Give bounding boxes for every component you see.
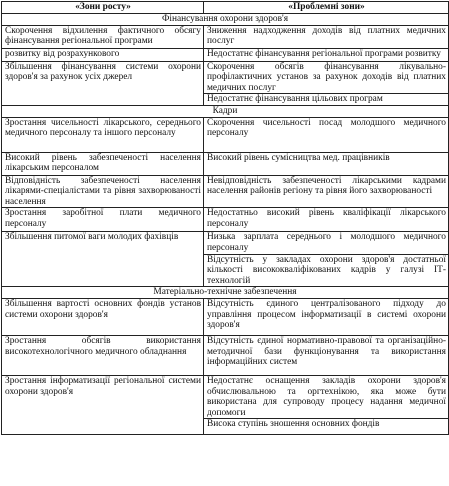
growth-zone-cell: Збільшення вартості основних фондів установ системи охорони здоров'я <box>2 298 204 335</box>
growth-zone-cell: Зростання обсягів використання високотехнологічного медичного обладнання <box>2 335 204 375</box>
growth-zone-cell: Високий рівень забезпеченості населення лікарським персоналом <box>2 152 204 175</box>
zones-table <box>1 1 449 435</box>
table-row <box>2 25 449 48</box>
section-title: Матеріально-технічне забезпечення <box>2 287 449 299</box>
growth-zone-cell: Відповідність забезпеченості населення лікарями-спеціалістами та рівня захворюваності населення <box>2 175 204 208</box>
section-row <box>2 287 449 299</box>
swot-table-document <box>1 1 448 485</box>
section-title: Фінансування охорони здоров'я <box>2 14 449 26</box>
section-row <box>2 105 449 117</box>
growth-zone-cell: Збільшення питомої ваги молодих фахівців <box>2 232 204 287</box>
problem-zone-cell <box>204 232 449 287</box>
table-row <box>2 298 449 335</box>
problem-zone-stack <box>207 376 446 430</box>
problem-zone-stack <box>207 62 446 105</box>
growth-zone-cell: Скорочення відхилення фактичного обсягу фінансування регіональної програми <box>2 25 204 48</box>
problem-zone-item: Низька зарплата середнього і молодшого медичного персоналу <box>207 232 446 253</box>
problem-zone-item: Недостатнє фінансування цільових програм <box>204 93 448 105</box>
growth-zone-cell: Зростання інформатизації регіональної системи охорони здоров'я <box>2 375 204 434</box>
problem-zone-cell <box>204 375 449 434</box>
table-row <box>2 335 449 375</box>
growth-zone-cell: розвитку від розрахункового <box>2 48 204 61</box>
growth-zones-header: «Зони росту» <box>2 2 204 14</box>
table-row <box>2 61 449 105</box>
problem-zone-cell: Недостатнє фінансування регіональної програми розвитку <box>204 48 449 61</box>
table-row <box>2 152 449 175</box>
problem-zone-item: Висока ступінь зношення основних фондів <box>204 418 448 430</box>
problem-zone-cell: Скорочення чисельності посад молодшого медичного персоналу <box>204 117 449 152</box>
problem-zone-item: Скорочення обсягів фінансування лікувально-профілактичних установ за рахунок доходів від платних медичних послуг <box>207 61 446 93</box>
table-row <box>2 232 449 287</box>
problem-zone-cell: Зниження надходження доходів від платних медичних послуг <box>204 25 449 48</box>
table-header-row <box>2 2 449 14</box>
problem-zone-cell: Високий рівень сумісництва мед. працівників <box>204 152 449 175</box>
problem-zone-cell: Відсутність єдиної нормативно-правової та організаційно-методичної бази функціонування та використання інформаційних систем <box>204 335 449 375</box>
table-row <box>2 375 449 434</box>
section-title: Кадри <box>2 105 449 117</box>
problem-zone-cell: Відсутність єдиного централізованого підходу до управління процесом інформатизації в системі охорони здоров'я <box>204 298 449 335</box>
problem-zone-stack <box>207 232 446 286</box>
problem-zone-item: Відсутність у закладах охорони здоров'я достатньої кількості висококваліфікованих кадрів у галузі ІТ-технологій <box>204 254 448 287</box>
problem-zone-cell: Невідповідність забезпеченості лікарськими кадрами населення районів регіону та рівня його захворюваності <box>204 175 449 208</box>
problem-zone-item: Недостатнє оснащення закладів охорони здоров'я обчислювальною та оргтехнікою, яка може бути використана для супроводу процесу надання медичної допомоги <box>207 375 446 418</box>
growth-zone-cell: Збільшення фінансування системи охорони здоров'я за рахунок усіх джерел <box>2 61 204 105</box>
problem-zone-cell: Недостатньо високий рівень кваліфікації лікарського персоналу <box>204 208 449 232</box>
table-row <box>2 208 449 232</box>
section-row <box>2 14 449 26</box>
table-row <box>2 48 449 61</box>
growth-zone-cell: Зростання чисельності лікарського, середнього медичного персоналу та іншого персоналу <box>2 117 204 152</box>
table-row <box>2 175 449 208</box>
problem-zones-header: «Проблемні зони» <box>204 2 449 14</box>
growth-zone-cell: Зростання заробітної плати медичного персоналу <box>2 208 204 232</box>
problem-zone-cell <box>204 61 449 105</box>
table-body <box>2 14 449 435</box>
table-row <box>2 117 449 152</box>
